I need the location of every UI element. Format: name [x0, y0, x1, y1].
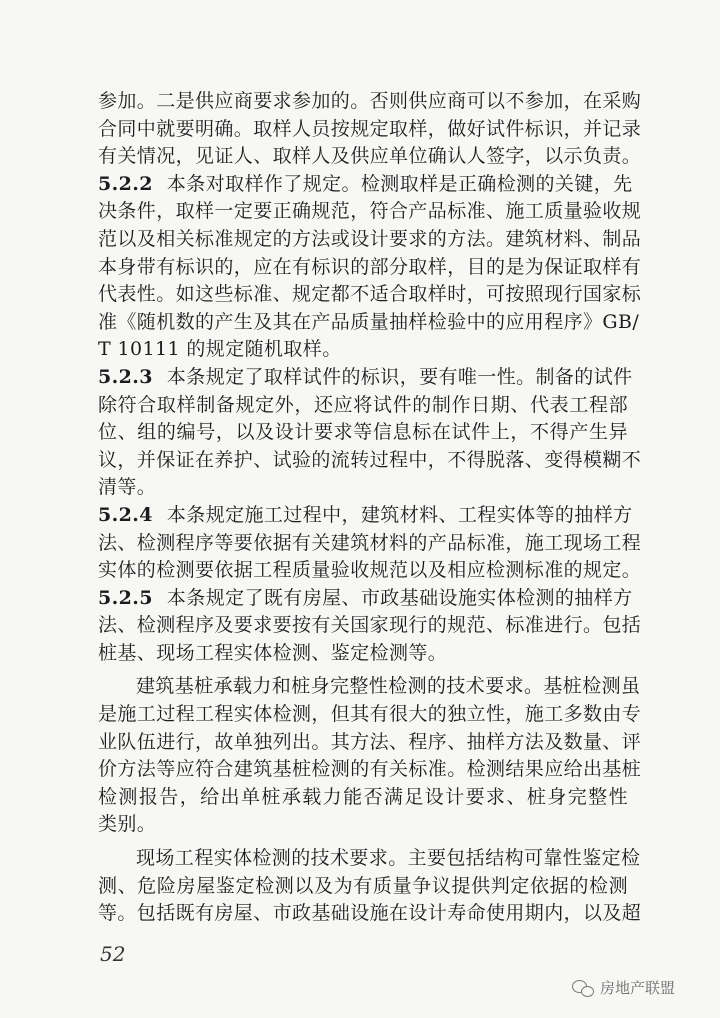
text-line	[98, 171, 633, 199]
clause-number: 5.2.4	[98, 503, 153, 526]
line-text: 测、危险房屋鉴定检测以及为有质量争议提供判定依据的检测	[98, 874, 628, 897]
text-line	[98, 673, 641, 701]
line-text: 合同中就要明确。取样人员按规定取样，做好试件标识，并记录	[98, 117, 642, 140]
wechat-icon	[572, 979, 594, 997]
text-line	[98, 254, 642, 282]
line-text: 本条规定了既有房屋、市政基础设施实体检测的抽样方	[166, 586, 633, 609]
text-line	[98, 88, 642, 116]
line-text: 本条规定了取样试件的标识，要有唯一性。制备的试件	[166, 365, 633, 388]
line-text: 清等。	[98, 476, 157, 499]
line-text: 是施工过程工程实体检测，但其有很大的独立性，施工多数由专	[98, 703, 642, 726]
line-text: 除符合取样制备规定外，还应将试件的制作日期、代表工程部	[98, 393, 628, 416]
line-text: 本身带有标识的，应在有标识的部分取样，目的是为保证取样有	[98, 255, 642, 278]
line-text: 参加。二是供应商要求参加的。否则供应商可以不参加，在采购	[98, 90, 642, 112]
text-line	[98, 502, 633, 530]
paragraph	[98, 88, 642, 171]
paragraph	[98, 585, 642, 668]
line-text: 议，并保证在养护、试验的流转过程中，不得脱落、变得模糊不	[98, 448, 642, 471]
text-line	[98, 701, 642, 729]
line-text: 本条对取样作了规定。检测取样是正确检测的关键，先	[166, 172, 633, 195]
text-line	[98, 309, 640, 337]
text-line	[98, 640, 628, 668]
line-text: 法、检测程序及要求要按有关国家现行的规范、标准进行。包括	[98, 614, 642, 637]
text-line	[98, 756, 642, 784]
text-line	[98, 900, 642, 928]
clause-number: 5.2.2	[98, 172, 153, 195]
text-line	[98, 873, 628, 901]
watermark	[572, 977, 675, 998]
paragraph	[98, 502, 642, 585]
text-line	[98, 336, 628, 364]
paragraph	[98, 845, 642, 928]
text-line	[98, 392, 628, 420]
watermark-text: 房地产联盟	[600, 979, 676, 997]
text-line	[98, 557, 642, 585]
text-line	[98, 143, 642, 171]
line-text: 业队伍进行，故单独列出。其方法、程序、抽样方法及数量、评	[98, 730, 642, 753]
paragraph	[98, 171, 642, 364]
page-number: 52	[100, 942, 126, 966]
line-text: 价方法等应符合建筑基桩检测的有关标准。检测结果应给出基桩	[98, 758, 642, 781]
text-line	[98, 612, 642, 640]
line-text: 代表性。如这些标准、规定都不适合取样时，可按照现行国家标	[98, 283, 642, 306]
line-text: 桩基、现场工程实体检测、鉴定检测等。	[98, 641, 448, 664]
text-line	[98, 729, 642, 757]
text-line	[98, 116, 642, 144]
line-text: 等。包括既有房屋、市政基础设施在设计寿命使用期内，以及超	[98, 902, 642, 925]
text-line	[98, 474, 628, 502]
line-text: 有关情况，见证人、取样人及供应单位确认人签字，以示负责。	[98, 145, 642, 168]
line-text: 本条规定施工过程中，建筑材料、工程实体等的抽样方	[166, 503, 633, 526]
line-text: 法、检测程序等要依据有关建筑材料的产品标准，施工现场工程	[98, 531, 642, 554]
paragraph	[98, 364, 642, 502]
text-line	[98, 226, 642, 254]
text-line	[98, 447, 642, 475]
line-text: T 10111 的规定随机取样。	[98, 338, 342, 361]
line-text: 检测报告，给出单桩承载力能否满足设计要求、桩身完整性	[98, 785, 628, 808]
text-line	[98, 585, 633, 613]
line-text: 实体的检测要依据工程质量验收规范以及相应检测标准的规定。	[98, 559, 642, 582]
text-line	[98, 784, 628, 812]
paragraph	[98, 673, 642, 839]
line-text: 建筑基桩承载力和桩身完整性检测的技术要求。基桩检测虽	[136, 675, 641, 698]
line-text: 范以及相关标准规定的方法或设计要求的方法。建筑材料、制品	[98, 227, 642, 250]
clause-number: 5.2.3	[98, 365, 153, 388]
line-text: 类别。	[98, 813, 157, 836]
text-line	[98, 811, 628, 839]
text-line	[98, 364, 633, 392]
text-line	[98, 198, 642, 226]
line-text: 位、组的编号，以及设计要求等信息标在试件上，不得产生异	[98, 421, 628, 444]
line-text: 现场工程实体检测的技术要求。主要包括结构可靠性鉴定检	[136, 847, 641, 870]
clause-number: 5.2.5	[98, 586, 153, 609]
line-text: 决条件，取样一定要正确规范，符合产品标准、施工质量验收规	[98, 200, 642, 223]
text-line	[98, 530, 642, 558]
line-text: 准《随机数的产生及其在产品质量抽样检验中的应用程序》GB/	[98, 310, 640, 333]
document-body	[98, 88, 642, 928]
text-line	[98, 845, 641, 873]
text-line	[98, 281, 642, 309]
text-line	[98, 419, 628, 447]
